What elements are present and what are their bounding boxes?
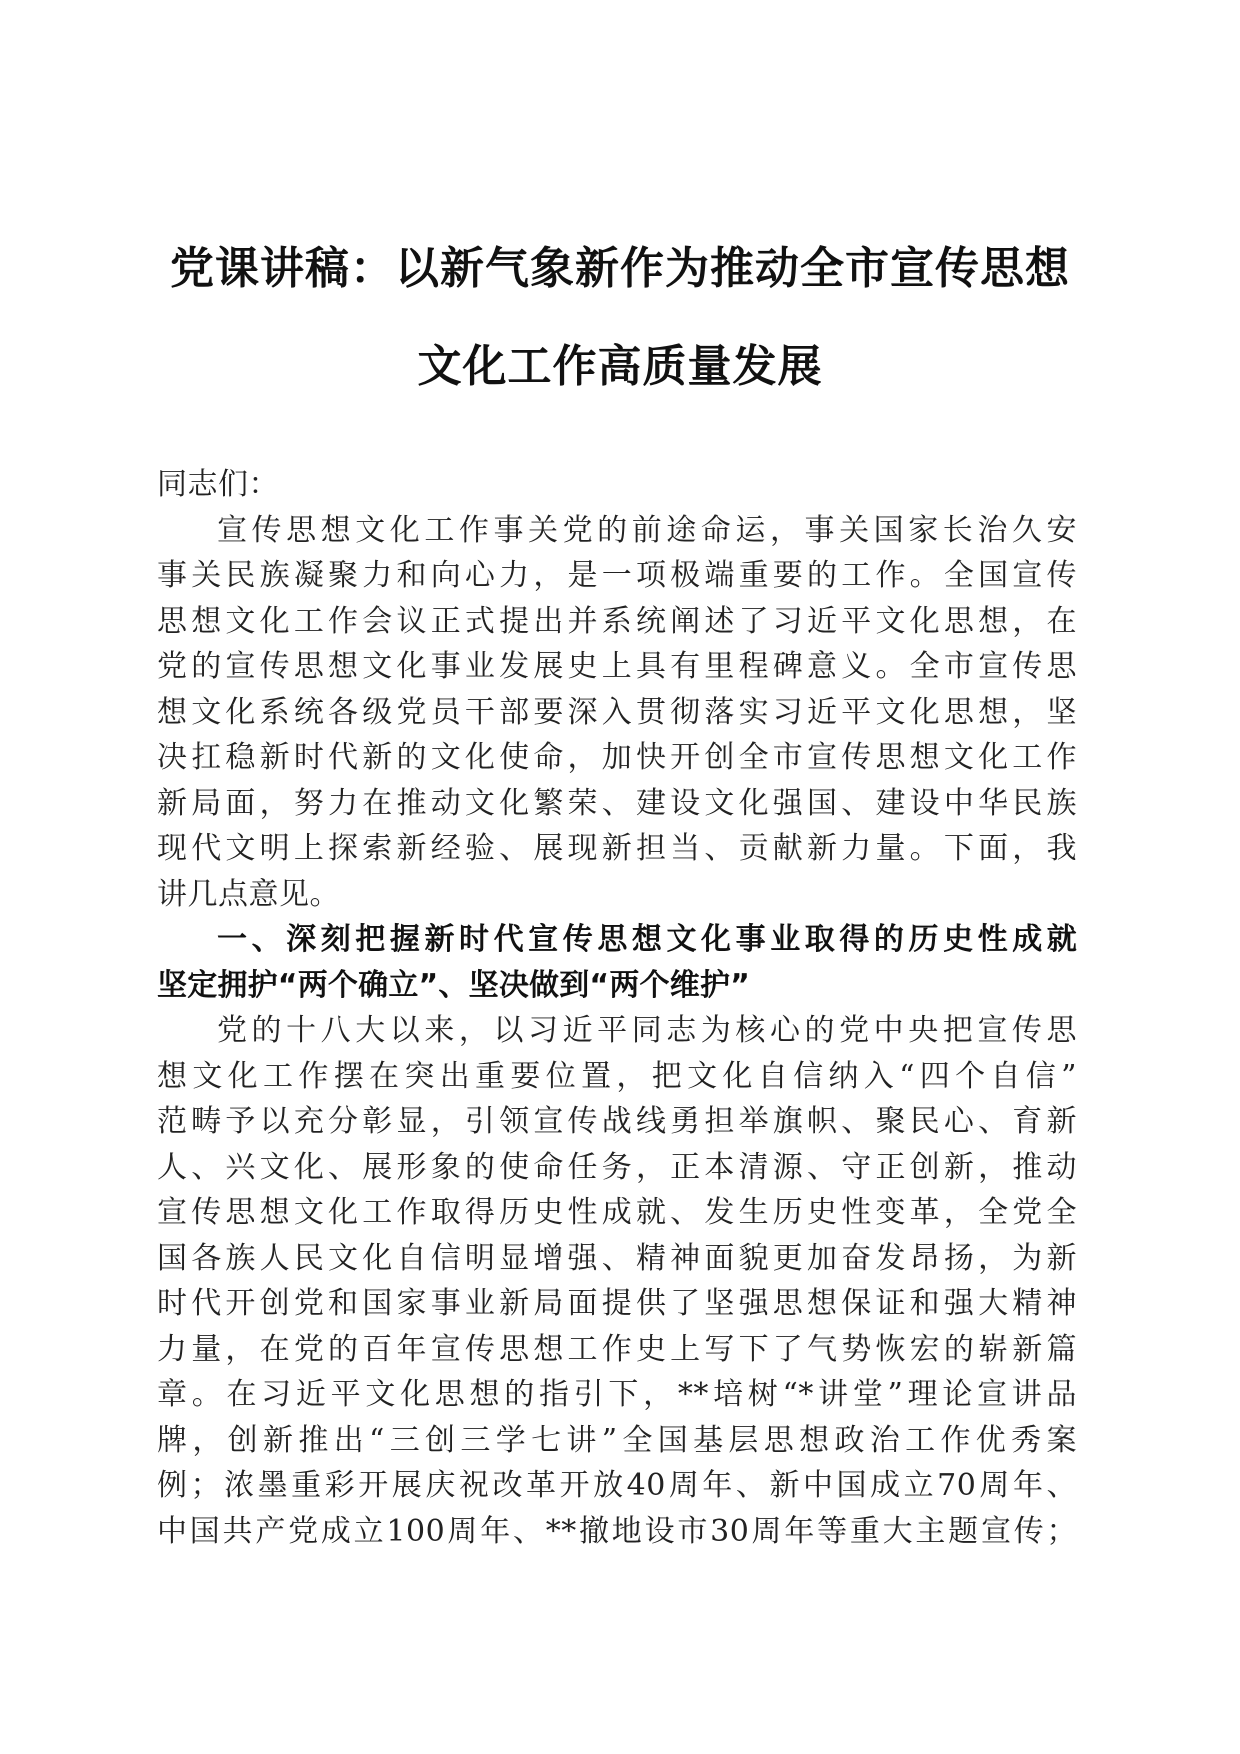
- paragraph-line: 范畴予以充分彰显，引领宣传战线勇担举旗帜、聚民心、育新: [157, 1104, 1077, 1139]
- paragraph-line: 宣传思想文化工作事关党的前途命运，事关国家长治久安: [217, 512, 1077, 548]
- paragraph-line: 人、兴文化、展形象的使命任务，正本清源、守正创新，推动: [157, 1149, 1077, 1185]
- paragraph-line: 国各族人民文化自信明显增强、精神面貌更加奋发昂扬，为新: [157, 1240, 1077, 1276]
- paragraph-line: 想文化系统各级党员干部要深入贯彻落实习近平文化思想，坚: [157, 694, 1077, 730]
- document-title-line-1: 党课讲稿：以新气象新作为推动全市宣传思想: [170, 243, 1070, 294]
- paragraph-line: 力量，在党的百年宣传思想工作史上写下了气势恢宏的崭新篇: [157, 1331, 1077, 1367]
- section-heading-line: 一、深刻把握新时代宣传思想文化事业取得的历史性成就: [217, 922, 1077, 957]
- paragraph-line: 牌，创新推出“三创三学七讲”全国基层思想政治工作优秀案: [157, 1422, 1077, 1458]
- paragraph-line: 党的宣传思想文化事业发展史上具有里程碑意义。全市宣传思: [157, 649, 1077, 684]
- paragraph-line: 事关民族凝聚力和向心力，是一项极端重要的工作。全国宣传: [157, 558, 1077, 593]
- document-body: [157, 462, 1077, 1554]
- paragraph-line: 现代文明上探索新经验、展现新担当、贡献新力量。下面，我: [157, 831, 1077, 866]
- paragraph-line: 想文化工作摆在突出重要位置，把文化自信纳入“四个自信”: [157, 1058, 1077, 1094]
- section-heading-line: 坚定拥护“两个确立”、坚决做到“两个维护”: [157, 967, 751, 1003]
- paragraph-line: 新局面，努力在推动文化繁荣、建设文化强国、建设中华民族: [157, 785, 1077, 821]
- paragraph-line: 中国共产党成立100周年、**撤地设市30周年等重大主题宣传；: [157, 1513, 1077, 1549]
- paragraph-line: 决扛稳新时代新的文化使命，加快开创全市宣传思想文化工作: [157, 740, 1077, 775]
- paragraph-line: 讲几点意见。: [157, 876, 340, 912]
- paragraph-line: 宣传思想文化工作取得历史性成就、发生历史性变革，全党全: [157, 1195, 1077, 1230]
- paragraph-line: 例；浓墨重彩开展庆祝改革开放40周年、新中国成立70周年、: [157, 1468, 1077, 1503]
- paragraph-line: 时代开创党和国家事业新局面提供了坚强思想保证和强大精神: [157, 1286, 1077, 1321]
- paragraph-line: 党的十八大以来，以习近平同志为核心的党中央把宣传思: [217, 1013, 1077, 1048]
- paragraph-line: 思想文化工作会议正式提出并系统阐述了习近平文化思想，在: [157, 603, 1077, 639]
- paragraph-line: 章。在习近平文化思想的指引下，**培树“*讲堂”理论宣讲品: [157, 1377, 1077, 1412]
- document-title-line-2: 文化工作高质量发展: [417, 341, 823, 392]
- paragraph-line: 同志们：: [157, 467, 279, 502]
